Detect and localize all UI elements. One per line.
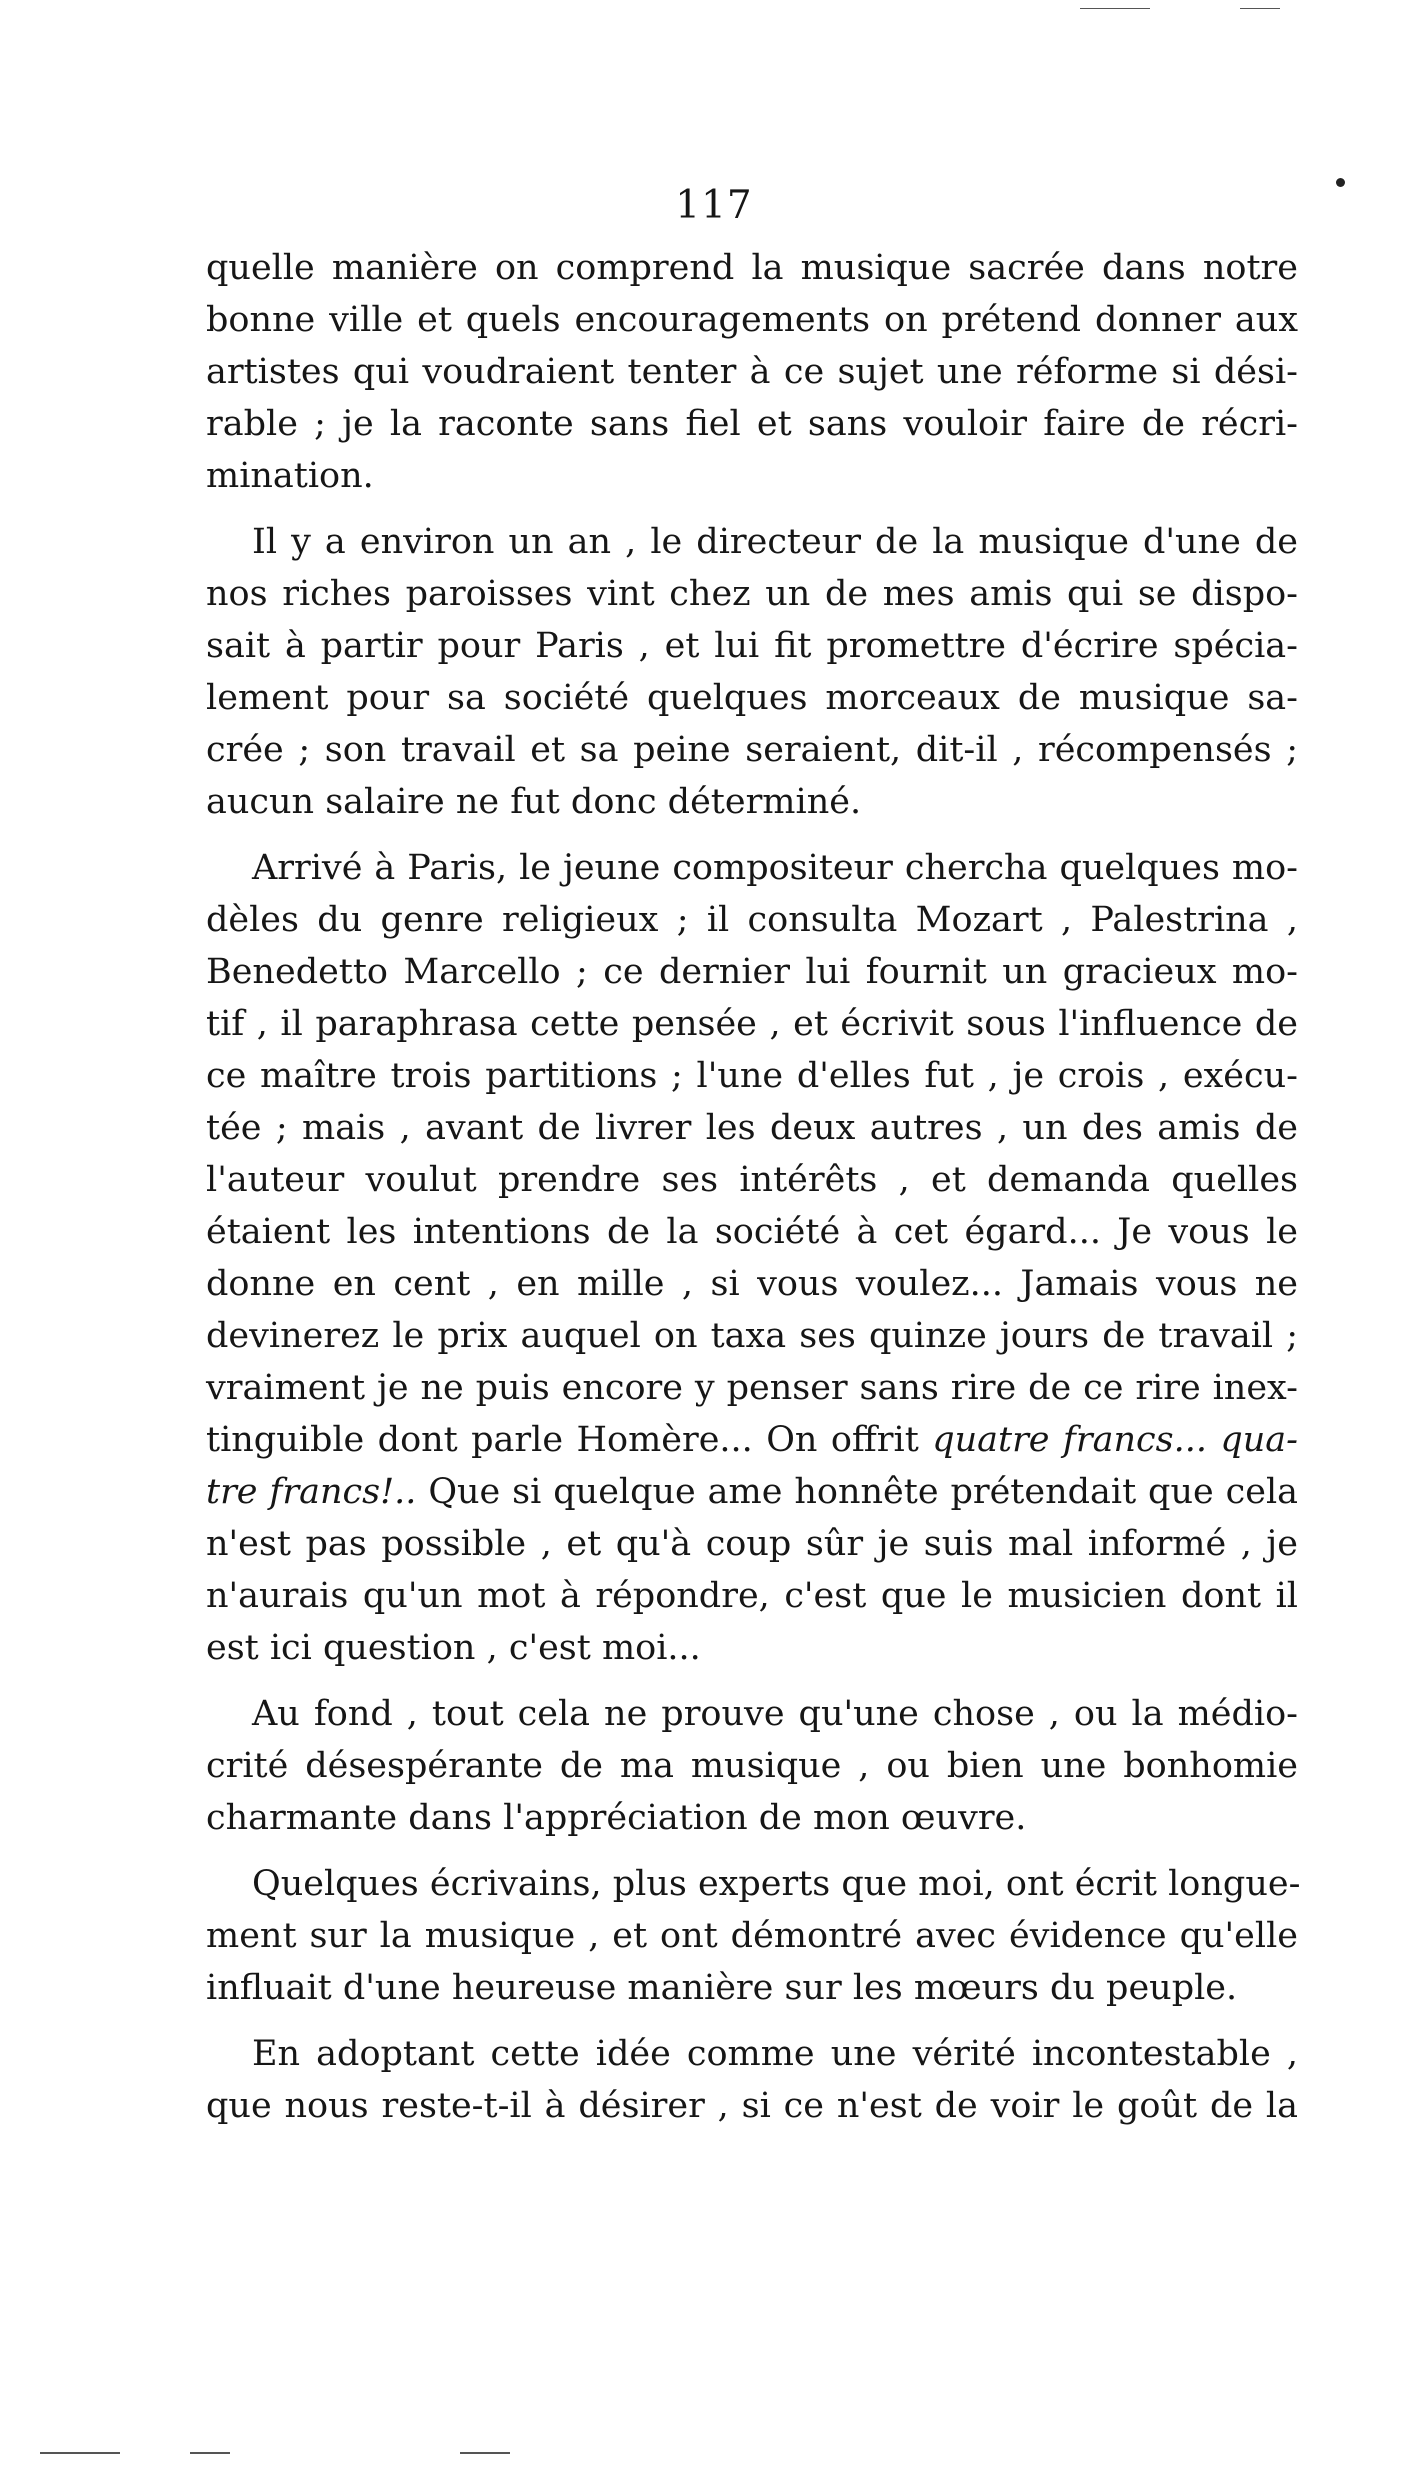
text-run: tinguible dont parle Homère... On offrit	[206, 1420, 933, 1460]
text-line: lement pour sa société quelques morceaux de musique sa-	[206, 678, 1298, 718]
text-line: quelle manière on comprend la musique sacrée dans notre	[206, 248, 1298, 288]
italic-text: tre francs!..	[206, 1472, 417, 1512]
paragraph-4	[206, 1688, 1298, 1844]
text-line: tée ; mais , avant de livrer les deux autres , un des amis de	[206, 1108, 1298, 1148]
text-line: n'aurais qu'un mot à répondre, c'est que le musicien dont il	[206, 1576, 1298, 1616]
text-line: devinerez le prix auquel on taxa ses quinze jours de travail ;	[206, 1316, 1298, 1356]
text-line: donne en cent , en mille , si vous voulez... Jamais vous ne	[206, 1264, 1298, 1304]
text-line	[206, 1414, 1298, 1466]
text-line: dèles du genre religieux ; il consulta Mozart , Palestrina ,	[206, 900, 1298, 940]
text-line: sait à partir pour Paris , et lui fit promettre d'écrire spécia-	[206, 626, 1298, 666]
text-line: l'auteur voulut prendre ses intérêts , et demanda quelles	[206, 1160, 1298, 1200]
text-line: charmante dans l'appréciation de mon œuvre.	[206, 1798, 1027, 1838]
ink-speck	[1336, 178, 1345, 187]
paragraph-2	[206, 516, 1298, 828]
text-line: artistes qui voudraient tenter à ce sujet une réforme si dési-	[206, 352, 1298, 392]
scan-edge-mark	[1080, 8, 1150, 9]
text-line: tif , il paraphrasa cette pensée , et écrivit sous l'influence de	[206, 1004, 1298, 1044]
text-line: vraiment je ne puis encore y penser sans rire de ce rire inex-	[206, 1368, 1298, 1408]
text-line: Benedetto Marcello ; ce dernier lui fournit un gracieux mo-	[206, 952, 1298, 992]
text-line: ce maître trois partitions ; l'une d'elles fut , je crois , exécu-	[206, 1056, 1298, 1096]
paragraph-6	[206, 2028, 1298, 2132]
scan-edge-mark	[190, 2452, 230, 2454]
text-line: mination.	[206, 456, 374, 496]
text-line: étaient les intentions de la société à cet égard... Je vous le	[206, 1212, 1298, 1252]
page-number: 117	[675, 183, 753, 228]
text-line: aucun salaire ne fut donc déterminé.	[206, 782, 862, 822]
text-line: ment sur la musique , et ont démontré avec évidence qu'elle	[206, 1916, 1298, 1956]
italic-text: quatre francs... qua-	[932, 1420, 1298, 1460]
scan-edge-mark	[40, 2452, 120, 2454]
scan-edge-mark	[460, 2452, 510, 2454]
text-line: Il y a environ un an , le directeur de la musique d'une de	[252, 522, 1298, 562]
text-line: n'est pas possible , et qu'à coup sûr je suis mal informé , je	[206, 1524, 1298, 1564]
text-line: rable ; je la raconte sans fiel et sans vouloir faire de récri-	[206, 404, 1298, 444]
text-line: Au fond , tout cela ne prouve qu'une chose , ou la médio-	[252, 1694, 1298, 1734]
text-line: est ici question , c'est moi...	[206, 1628, 701, 1668]
paragraph-3	[206, 842, 1298, 1674]
text-line: crée ; son travail et sa peine seraient, dit-il , récompensés ;	[206, 730, 1298, 770]
text-line: Arrivé à Paris, le jeune compositeur chercha quelques mo-	[252, 848, 1298, 888]
body-text	[206, 242, 1301, 2132]
text-line: En adoptant cette idée comme une vérité incontestable ,	[252, 2034, 1298, 2074]
text-line	[206, 1466, 1298, 1518]
text-line: Quelques écrivains, plus experts que moi, ont écrit longue-	[252, 1864, 1301, 1904]
text-line: crité désespérante de ma musique , ou bien une bonhomie	[206, 1746, 1298, 1786]
text-line: nos riches paroisses vint chez un de mes amis qui se dispo-	[206, 574, 1298, 614]
paragraph-1	[206, 242, 1298, 502]
paragraph-5	[206, 1858, 1301, 2014]
text-line: influait d'une heureuse manière sur les mœurs du peuple.	[206, 1968, 1238, 2008]
text-line: que nous reste-t-il à désirer , si ce n'est de voir le goût de la	[206, 2086, 1298, 2126]
text-run: Que si quelque ame honnête prétendait que cela	[416, 1472, 1299, 1512]
scan-edge-mark	[1240, 8, 1280, 9]
text-line: bonne ville et quels encouragements on prétend donner aux	[206, 300, 1298, 340]
